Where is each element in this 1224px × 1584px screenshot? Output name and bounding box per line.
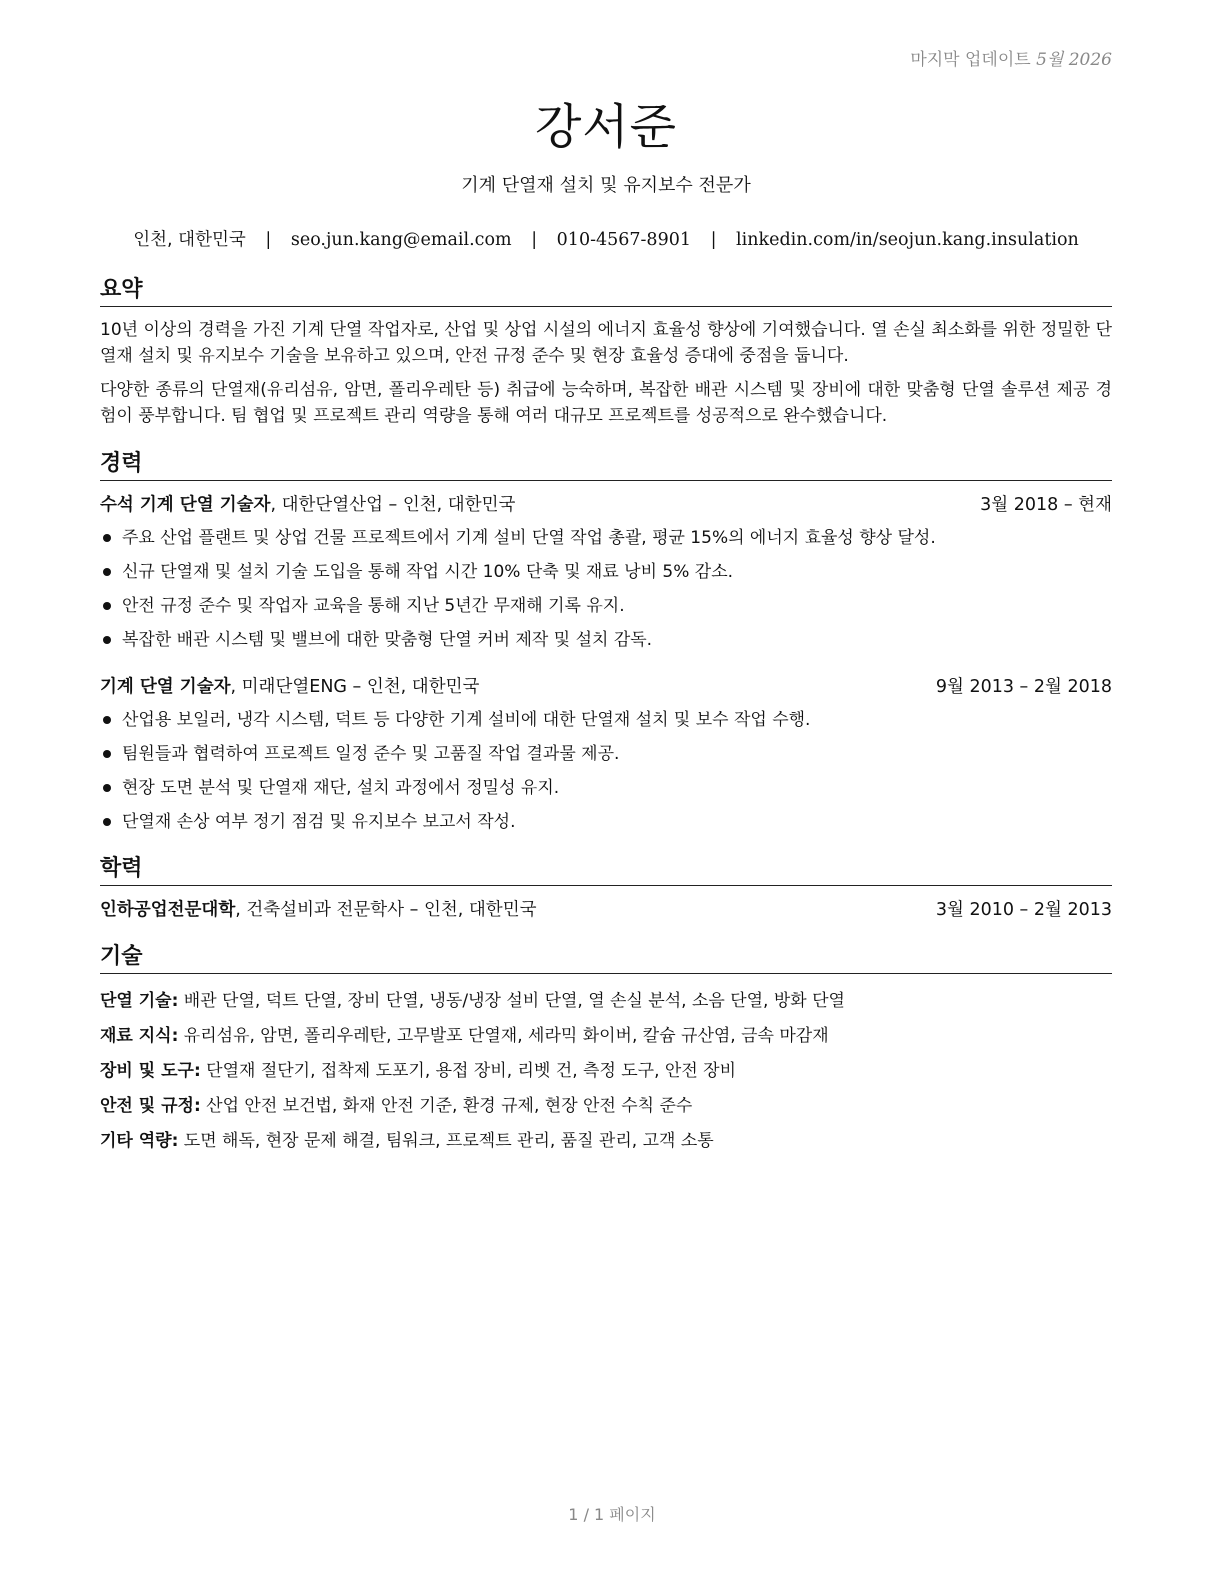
bullet-dot-icon xyxy=(103,750,111,758)
list-item xyxy=(100,555,1112,589)
contact-linkedin[interactable]: linkedin.com/in/seojun.kang.insulation xyxy=(736,230,1079,250)
skill-value: 배관 단열, 덕트 단열, 장비 단열, 냉동/냉장 설비 단열, 열 손실 분석, 소음 단열, 방화 단열 xyxy=(178,991,845,1011)
section-title-summary: 요약 xyxy=(100,277,1112,307)
skill-row xyxy=(100,1124,1112,1159)
headline: 기계 단열재 설치 및 유지보수 전문가 xyxy=(461,175,751,196)
job-bullets xyxy=(100,521,1112,657)
last-updated-label: 마지막 업데이트 xyxy=(910,50,1031,70)
job-date: 9월 2013 – 2월 2018 xyxy=(935,677,1112,697)
section-title-experience: 경력 xyxy=(100,451,1112,481)
education-section xyxy=(100,856,1112,924)
education-entry xyxy=(100,896,1112,924)
bullet-dot-icon xyxy=(103,784,111,792)
skill-label: 재료 지식: xyxy=(100,1026,179,1046)
skill-label: 기타 역량: xyxy=(100,1131,179,1151)
section-title-education: 학력 xyxy=(100,856,1112,886)
job-entry xyxy=(100,491,1112,657)
bullet-text: 단열재 손상 여부 정기 점검 및 유지보수 보고서 작성. xyxy=(122,812,516,832)
list-item xyxy=(100,737,1112,771)
bullet-dot-icon xyxy=(103,716,111,724)
education-detail: , 건축설비과 전문학사 – 인천, 대한민국 xyxy=(235,900,537,920)
skills-section xyxy=(100,944,1112,1159)
last-updated xyxy=(910,45,1112,70)
job-org: , 미래단열ENG – 인천, 대한민국 xyxy=(230,677,480,697)
contact-separator: | xyxy=(710,230,717,250)
contact-phone[interactable]: 010-4567-8901 xyxy=(556,230,691,250)
job-date: 3월 2018 – 현재 xyxy=(980,495,1112,515)
job-role: 기계 단열 기술자 xyxy=(100,677,231,697)
bullet-text: 신규 단열재 및 설치 기술 도입을 통해 작업 시간 10% 단축 및 재료 낭비 5% 감소. xyxy=(122,562,734,582)
education-date: 3월 2010 – 2월 2013 xyxy=(935,900,1112,920)
contact-email[interactable]: seo.jun.kang@email.com xyxy=(290,230,512,250)
summary-paragraph: 10년 이상의 경력을 가진 기계 단열 작업자로, 산업 및 상업 시설의 에너지 효율성 향상에 기여했습니다. 열 손실 최소화를 위한 정밀한 단열재 설치 및 유지보수 기술을 보유하고 있으며, 안전 규정 준수 및 현장 효율성 증대에 중점을 둡니다. xyxy=(100,320,1112,366)
skill-label: 안전 및 규정: xyxy=(100,1096,201,1116)
contact-separator: | xyxy=(531,230,538,250)
bullet-dot-icon xyxy=(103,534,111,542)
contact-location: 인천, 대한민국 xyxy=(133,230,246,250)
job-role: 수석 기계 단열 기술자 xyxy=(100,495,271,515)
list-item xyxy=(100,771,1112,805)
contact-separator: | xyxy=(265,230,272,250)
bullet-dot-icon xyxy=(103,818,111,826)
list-item xyxy=(100,805,1112,839)
skill-row xyxy=(100,1089,1112,1124)
job-header xyxy=(100,673,1112,701)
skill-value: 단열재 절단기, 접착제 도포기, 용접 장비, 리벳 건, 측정 도구, 안전 장비 xyxy=(200,1061,737,1081)
person-name: 강서준 xyxy=(534,99,678,155)
list-item xyxy=(100,623,1112,657)
bullet-dot-icon xyxy=(103,568,111,576)
list-item xyxy=(100,589,1112,623)
bullet-text: 팀원들과 협력하여 프로젝트 일정 준수 및 고품질 작업 결과물 제공. xyxy=(122,744,620,764)
skill-row xyxy=(100,1019,1112,1054)
bullet-text: 안전 규정 준수 및 작업자 교육을 통해 지난 5년간 무재해 기록 유지. xyxy=(122,596,625,616)
job-bullets xyxy=(100,703,1112,839)
job-org: , 대한단열산업 – 인천, 대한민국 xyxy=(270,495,516,515)
last-updated-date: 5월 2026 xyxy=(1036,50,1112,70)
section-title-skills: 기술 xyxy=(100,944,1112,974)
job-header xyxy=(100,491,1112,519)
job-entry xyxy=(100,673,1112,839)
list-item xyxy=(100,521,1112,555)
contact-line xyxy=(100,226,1112,251)
resume-page xyxy=(100,0,1112,1584)
experience-section xyxy=(100,451,1112,839)
summary-paragraph: 다양한 종류의 단열재(유리섬유, 암면, 폴리우레탄 등) 취급에 능숙하며, 복잡한 배관 시스템 및 장비에 대한 맞춤형 단열 솔루션 제공 경험이 풍부합니다. 팀 협업 및 프로젝트 관리 역량을 통해 여러 대규모 프로젝트를 성공적으로 완수했습니다. xyxy=(100,380,1112,426)
skill-row xyxy=(100,1054,1112,1089)
skill-label: 단열 기술: xyxy=(100,991,179,1011)
bullet-text: 현장 도면 분석 및 단열재 재단, 설치 과정에서 정밀성 유지. xyxy=(122,778,560,798)
skill-row xyxy=(100,984,1112,1019)
bullet-dot-icon xyxy=(103,636,111,644)
list-item xyxy=(100,703,1112,737)
skill-value: 유리섬유, 암면, 폴리우레탄, 고무발포 단열재, 세라믹 화이버, 칼슘 규산염, 금속 마감재 xyxy=(178,1026,829,1046)
summary-section xyxy=(100,277,1112,437)
bullet-dot-icon xyxy=(103,602,111,610)
skill-value: 도면 해독, 현장 문제 해결, 팀워크, 프로젝트 관리, 품질 관리, 고객 소통 xyxy=(178,1131,714,1151)
bullet-text: 주요 산업 플랜트 및 상업 건물 프로젝트에서 기계 설비 단열 작업 총괄, 평균 15%의 에너지 효율성 향상 달성. xyxy=(122,528,936,548)
education-school: 인하공업전문대학 xyxy=(100,900,236,920)
bullet-text: 산업용 보일러, 냉각 시스템, 덕트 등 다양한 기계 설비에 대한 단열재 설치 및 보수 작업 수행. xyxy=(122,710,811,730)
skill-value: 산업 안전 보건법, 화재 안전 기준, 환경 규제, 현장 안전 수칙 준수 xyxy=(200,1096,693,1116)
skill-label: 장비 및 도구: xyxy=(100,1061,201,1081)
bullet-text: 복잡한 배관 시스템 및 밸브에 대한 맞춤형 단열 커버 제작 및 설치 감독. xyxy=(122,630,653,650)
page-number: 1 / 1 페이지 xyxy=(568,1505,656,1524)
